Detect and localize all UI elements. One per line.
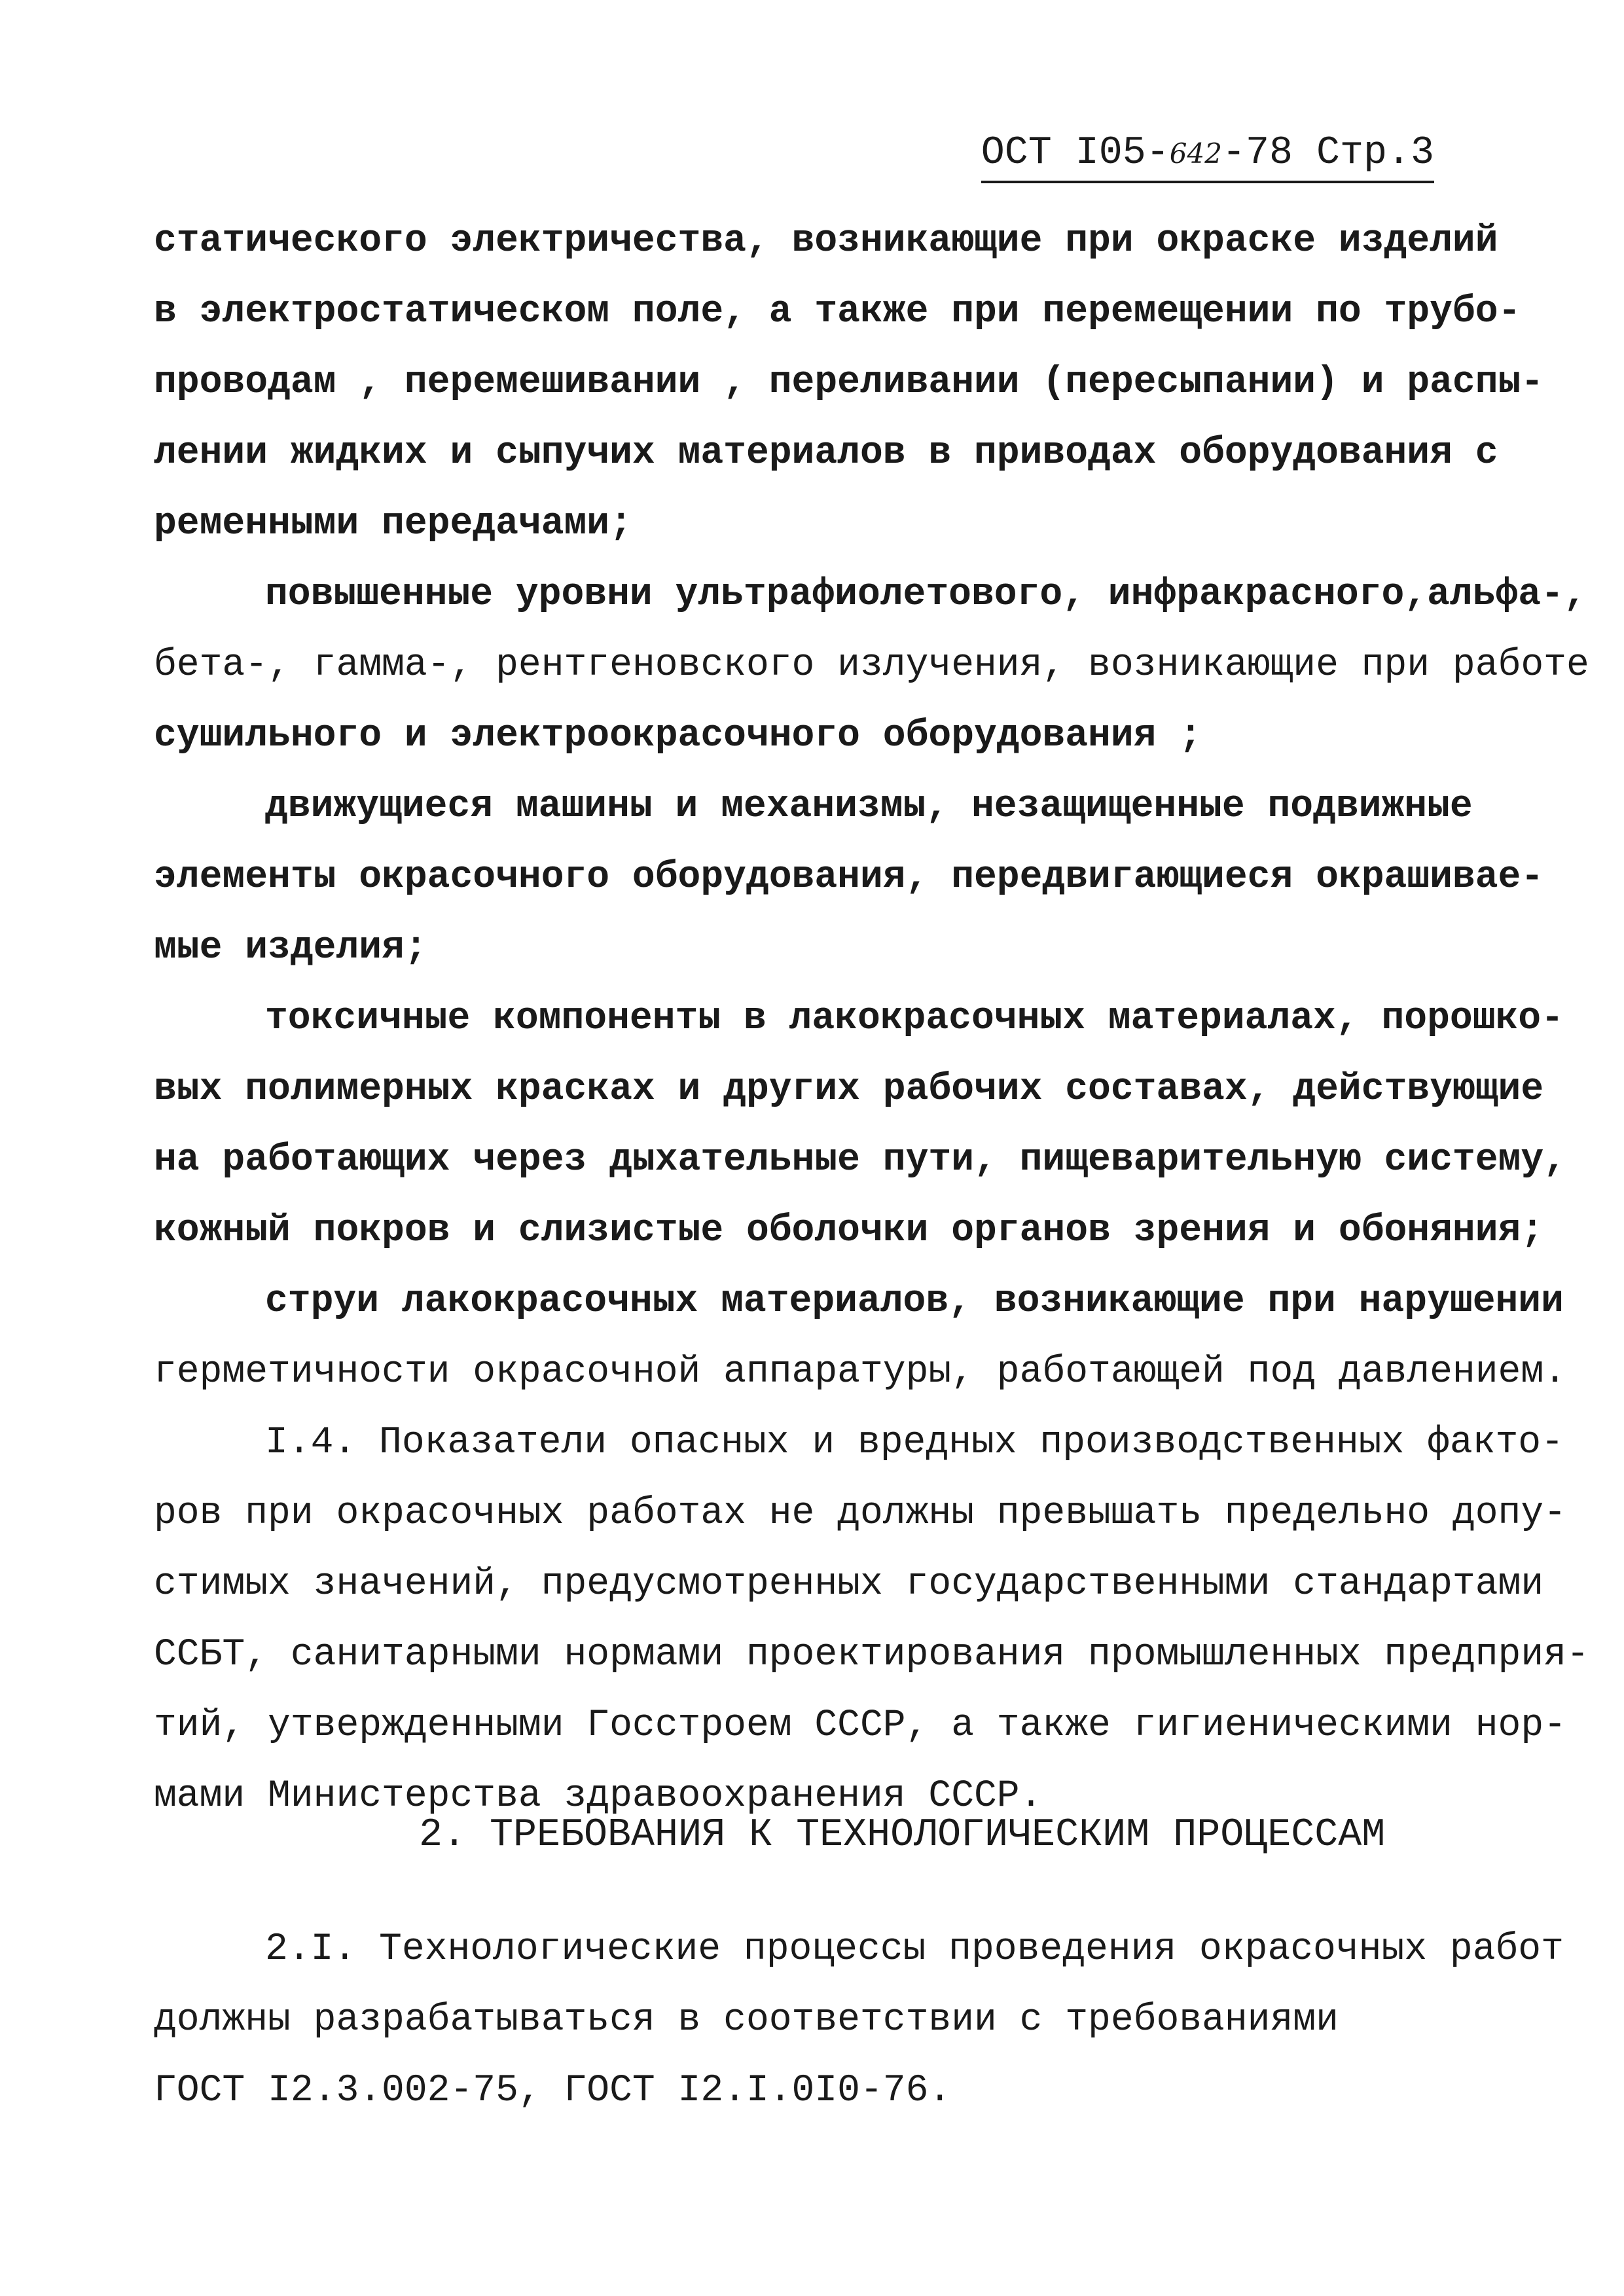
text-line: тий, утвержденными Госстроем СССР, а также гигиеническими нор- [154,1704,1566,1747]
text-line: I.4. Показатели опасных и вредных производственных факто- [265,1422,1564,1464]
text-line: струи лакокрасочных материалов, возникающие при нарушении [265,1280,1564,1323]
text-line: герметичности окрасочной аппаратуры, работающей под давлением. [154,1351,1566,1393]
text-line: мами Министерства здравоохранения СССР. [154,1775,1043,1818]
text-line: должны разрабатываться в соответствии с требованиями [154,1999,1339,2041]
section-body [154,1914,1564,2126]
text-line: кожный покров и слизистые оболочки органов зрения и обоняния; [154,1210,1544,1252]
text-line: проводам , перемешивании , переливании (пересыпании) и распы- [154,361,1544,404]
text-line: повышенные уровни ультрафиолетового, инфракрасного,альфа-, [265,573,1587,616]
header-handwritten-number: 642 [1169,137,1222,170]
header-suffix: -78 Стр.3 [1221,131,1434,175]
text-line: ров при окрасочных работах не должны превышать предельно допу- [154,1492,1566,1535]
text-line: мые изделия; [154,927,427,969]
body-text [154,206,1589,1832]
text-line: бета-, гамма-, рентгеновского излучения, возникающие при работе [154,644,1589,687]
text-line: ССБТ, санитарными нормами проектирования промышленных предприя- [154,1634,1589,1676]
text-line: лении жидких и сыпучих материалов в приводах оборудования с [154,432,1498,475]
header-prefix: ОСТ I05- [981,131,1170,175]
text-line: сушильного и электроокрасочного оборудования ; [154,715,1202,757]
text-line: статического электричества, возникающие при окраске изделий [154,220,1498,262]
text-line: ременными передачами; [154,503,632,545]
text-line: стимых значений, предусмотренных государственными стандартами [154,1563,1544,1605]
section-title: 2. ТРЕБОВАНИЯ К ТЕХНОЛОГИЧЕСКИМ ПРОЦЕССАМ [419,1813,1386,1857]
page-header [981,131,1434,183]
text-line: элементы окрасочного оборудования, передвигающиеся окрашивае- [154,856,1544,899]
text-line: в электростатическом поле, а также при перемещении по трубо- [154,291,1521,333]
text-line: токсичные компоненты в лакокрасочных материалах, порошко- [265,997,1564,1040]
text-line: на работающих через дыхательные пути, пищеварительную систему, [154,1139,1566,1181]
text-line: 2.I. Технологические процессы проведения окрасочных работ [265,1928,1564,1971]
text-line: вых полимерных красках и других рабочих составах, действующие [154,1068,1544,1111]
text-line: ГОСТ I2.3.002-75, ГОСТ I2.I.0I0-76. [154,2070,952,2112]
text-line: движущиеся машины и механизмы, незащищенные подвижные [265,785,1473,828]
